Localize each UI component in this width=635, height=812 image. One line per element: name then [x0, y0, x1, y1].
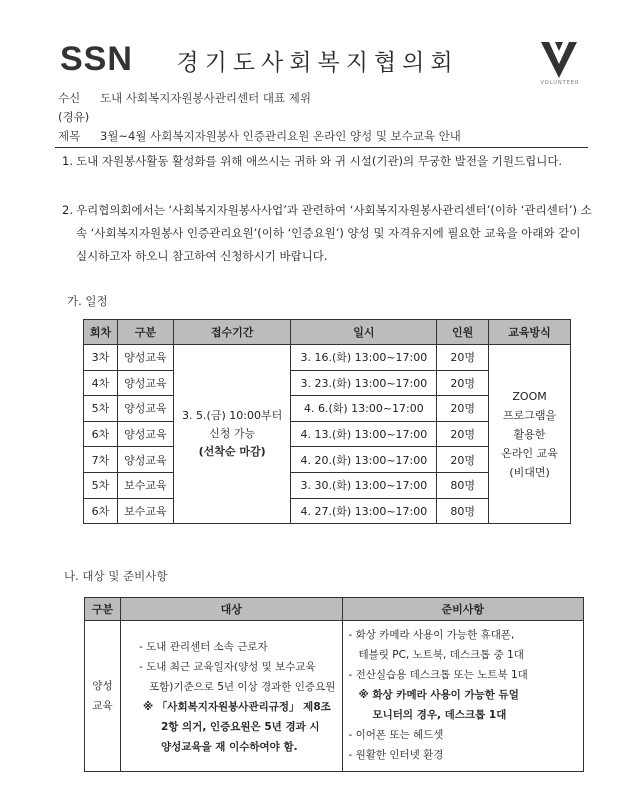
list-item: - 화상 카메라 사용이 가능한 휴대폰,: [348, 629, 515, 641]
recipient-value: 도내 사회복지자원봉사관리센터 대표 제위: [100, 91, 311, 105]
paragraph-1-text: 도내 자원봉사활동 활성화를 위해 애쓰시는 귀하 와 귀 시설(기관)의 무궁한 발전을 기원드립니다.: [76, 154, 563, 168]
paragraph-2-number: 2.: [62, 203, 73, 217]
type-cell: 양성교육: [117, 345, 173, 371]
capacity-cell: 20명: [437, 421, 489, 447]
capacity-cell: 20명: [437, 345, 489, 371]
target-cell: [120, 621, 342, 772]
schedule-header-row: [84, 320, 571, 345]
table-row: [85, 621, 584, 772]
capacity-cell: 20명: [437, 396, 489, 422]
subject-label: 제목: [58, 129, 81, 143]
header-capacity: 인원: [437, 320, 489, 345]
list-item: - 원활한 인터넷 환경: [348, 749, 444, 761]
category-line-1: 양성: [92, 680, 113, 692]
organization-title: 경기도사회복지협의회: [176, 50, 459, 76]
date-cell: 4. 6.(화) 13:00~17:00: [291, 396, 437, 422]
round-cell: 7차: [84, 447, 118, 473]
target-heading: 나. 대상 및 준비사항: [64, 569, 168, 583]
capacity-cell: 20명: [437, 370, 489, 396]
paragraph-2-text: 우리협의회에서는 ‘사회복지자원봉사사업’과 관련하여 ‘사회복지자원봉사관리센터’(이하 ‘관리센터’) 소속 ‘사회복지자원봉사 인증관리요원’(이하 ‘인증요원’) 양성 및 자격유지에 필요한 교육을 아래와 같이 실시하고자 하오니 참고하여 신청하시기 바랍니다.: [76, 203, 592, 263]
date-cell: 4. 27.(화) 13:00~17:00: [291, 498, 437, 524]
type-cell: 양성교육: [117, 370, 173, 396]
period-line-3: (선착순 마감): [198, 445, 266, 459]
header-preparation: 준비사항: [342, 598, 584, 621]
paragraph-2: [62, 199, 592, 268]
category-line-2: 교육: [92, 700, 113, 712]
round-cell: 5차: [84, 396, 118, 422]
header-divider: [55, 147, 588, 148]
method-line-5: (비대면): [509, 465, 550, 479]
round-cell: 3차: [84, 345, 118, 371]
date-cell: 4. 13.(화) 13:00~17:00: [291, 421, 437, 447]
preparation-cell: [342, 621, 584, 772]
subject-value: 3월~4월 사회복지자원봉사 인증관리요원 온라인 양성 및 보수교육 안내: [100, 129, 461, 143]
paragraph-1-number: 1.: [62, 154, 73, 168]
target-table: [84, 597, 584, 772]
method-line-3: 활용한: [513, 427, 546, 441]
list-item: 양성교육을 재 이수하여야 함.: [160, 741, 298, 753]
recipient-label: 수신: [58, 91, 81, 105]
table-row: [84, 345, 571, 371]
subject-row: [58, 128, 461, 144]
header-period: 접수기간: [173, 320, 291, 345]
header-category: 구분: [85, 598, 121, 621]
date-cell: 3. 30.(화) 13:00~17:00: [291, 472, 437, 498]
registration-period-cell: [173, 345, 291, 524]
preparation-list: [349, 625, 580, 765]
date-cell: 3. 23.(화) 13:00~17:00: [291, 370, 437, 396]
volunteer-emblem-icon: [538, 38, 580, 82]
list-item: ※ 「사회복지자원봉사관리규정」 제8조: [142, 701, 331, 713]
paragraph-1: [62, 150, 592, 173]
list-item: 2항 의거, 인증요원은 5년 경과 시: [160, 721, 320, 733]
capacity-cell: 80명: [437, 472, 489, 498]
type-cell: 보수교육: [117, 498, 173, 524]
header-round: 회차: [84, 320, 118, 345]
list-item: - 이어폰 또는 헤드셋: [348, 729, 444, 741]
date-cell: 3. 16.(화) 13:00~17:00: [291, 345, 437, 371]
schedule-table: [83, 319, 571, 524]
header-target: 대상: [120, 598, 342, 621]
header-datetime: 일시: [291, 320, 437, 345]
target-header-row: [85, 598, 584, 621]
method-line-1: ZOOM: [512, 389, 547, 403]
type-cell: 보수교육: [117, 472, 173, 498]
capacity-cell: 20명: [437, 447, 489, 473]
period-line-2: 신청 가능: [209, 427, 256, 441]
method-line-2: 프로그램을: [502, 408, 557, 422]
period-line-1: 3. 5.(금) 10:00부터: [182, 409, 283, 423]
round-cell: 5차: [84, 472, 118, 498]
round-cell: 6차: [84, 498, 118, 524]
header-type: 구분: [117, 320, 173, 345]
list-item: 포함)기준으로 5년 이상 경과한 인증요원: [148, 681, 336, 693]
type-cell: 양성교육: [117, 421, 173, 447]
type-cell: 양성교육: [117, 447, 173, 473]
list-item: ※ 화상 카메라 사용이 가능한 듀얼: [358, 689, 519, 701]
date-cell: 4. 20.(화) 13:00~17:00: [291, 447, 437, 473]
emblem-caption: VOLUNTEER: [540, 80, 580, 86]
via-row: (경유): [58, 110, 90, 124]
capacity-cell: 80명: [437, 498, 489, 524]
list-item: 테블릿 PC, 노트북, 데스크톱 중 1대: [358, 649, 524, 661]
round-cell: 4차: [84, 370, 118, 396]
target-list: [139, 637, 338, 757]
type-cell: 양성교육: [117, 396, 173, 422]
method-line-4: 온라인 교육: [501, 446, 558, 460]
list-item: 모니터의 경우, 데스크톱 1대: [372, 709, 507, 721]
list-item: - 도내 관리센터 소속 근로자: [138, 641, 268, 653]
schedule-heading: 가. 일정: [67, 294, 108, 308]
list-item: - 도내 최근 교육일자(양성 및 보수교육: [138, 661, 316, 673]
round-cell: 6차: [84, 421, 118, 447]
list-item: - 전산실습용 데스크톱 또는 노트북 1대: [348, 669, 528, 681]
education-method-cell: [489, 345, 571, 524]
category-cell: [85, 621, 121, 772]
recipient-row: [58, 90, 311, 106]
header-method: 교육방식: [489, 320, 571, 345]
ssn-logo: SSN: [60, 40, 133, 78]
